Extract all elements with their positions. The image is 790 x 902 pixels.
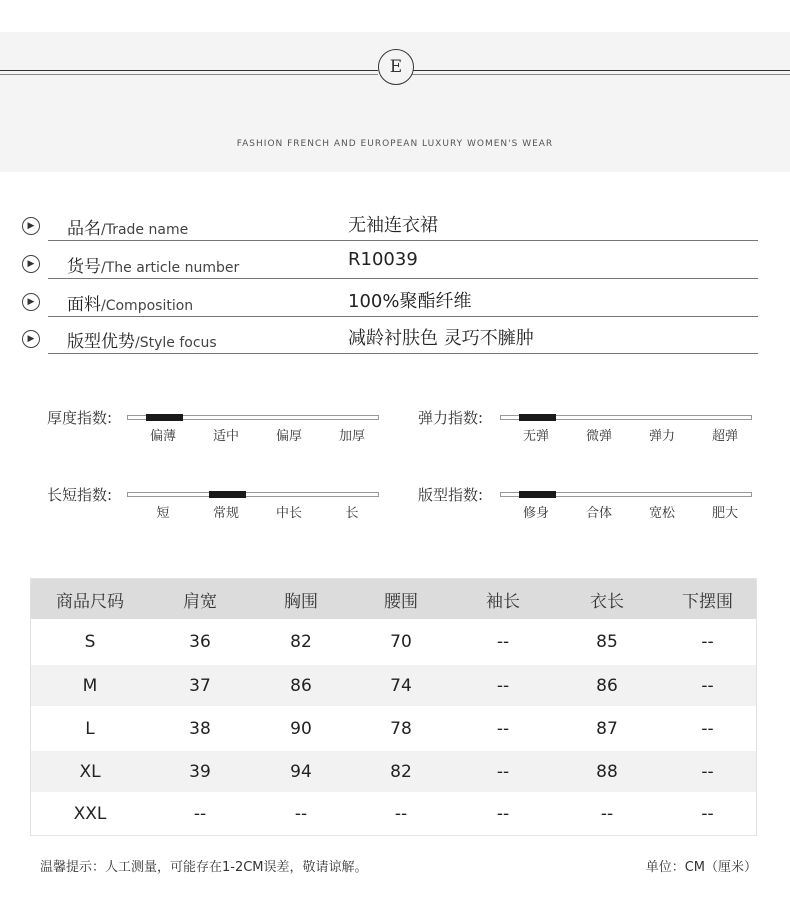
length-index-option: 长 xyxy=(345,506,359,521)
info-row-composition xyxy=(22,287,758,317)
elasticity-index-label: 弹力指数: xyxy=(418,409,484,427)
thickness-index-indicator xyxy=(146,414,183,421)
elasticity-index-option: 无弹 xyxy=(522,429,550,444)
header-rule-right-thin xyxy=(412,74,790,75)
elasticity-index-option: 超弹 xyxy=(711,429,739,444)
elasticity-index-indicator xyxy=(519,414,556,421)
elasticity-index-option: 弹力 xyxy=(648,429,676,444)
header-cell: 肩宽 xyxy=(183,591,217,612)
size-table xyxy=(30,578,757,836)
thickness-index-option: 偏薄 xyxy=(149,429,177,444)
thickness-index-label: 厚度指数: xyxy=(47,409,113,427)
length-index-label: 长短指数: xyxy=(47,486,113,504)
measurement-note: 温馨提示：人工测量，可能存在1-2CM误差，敬请谅解。 xyxy=(40,860,368,875)
table-header xyxy=(31,579,756,619)
length-index-bar xyxy=(127,492,379,497)
info-value: 100%聚酯纤维 xyxy=(348,291,472,312)
brand-tagline: FASHION FRENCH AND EUROPEAN LUXURY WOMEN'S WEAR xyxy=(236,139,554,149)
info-row-article-number xyxy=(22,249,758,279)
info-label: 货号/The article number xyxy=(67,257,240,277)
info-value: 无袖连衣裙 xyxy=(348,215,438,236)
header-cell: 袖长 xyxy=(486,591,520,612)
fit-index-option: 宽松 xyxy=(648,506,676,521)
unit-note: 单位：CM（厘米） xyxy=(645,860,757,875)
header-rule-left-thin xyxy=(0,74,378,75)
info-label: 品名/Trade name xyxy=(67,219,189,239)
header-rule-right xyxy=(412,70,790,71)
thickness-index-option: 加厚 xyxy=(338,429,366,444)
fit-index-label: 版型指数: xyxy=(418,486,484,504)
info-label: 面料/Composition xyxy=(67,295,194,315)
info-value: 减龄衬肤色 灵巧不臃肿 xyxy=(348,328,534,349)
length-index-option: 常规 xyxy=(212,506,240,521)
fit-index-option: 肥大 xyxy=(711,506,739,521)
fit-index-option: 合体 xyxy=(585,506,613,521)
table-row: M 37 86 74 -- 86 -- xyxy=(31,665,756,706)
header-cell: 下摆围 xyxy=(682,591,733,612)
header-cell: 衣长 xyxy=(590,591,624,612)
header-cell: 商品尺码 xyxy=(56,591,124,612)
table-row: XL 39 94 82 -- 88 -- xyxy=(31,751,756,792)
arrow-circle-icon: ▶ xyxy=(22,255,40,273)
info-value: R10039 xyxy=(348,249,418,270)
arrow-circle-icon: ▶ xyxy=(22,330,40,348)
info-row-trade-name xyxy=(22,211,758,241)
fit-index-indicator xyxy=(519,491,556,498)
elasticity-index-option: 微弹 xyxy=(585,429,613,444)
thickness-index-option: 偏厚 xyxy=(275,429,303,444)
length-index-option: 短 xyxy=(156,506,170,521)
length-index-indicator xyxy=(209,491,246,498)
header-rule-left xyxy=(0,70,378,71)
length-index-option: 中长 xyxy=(275,506,303,521)
table-row: XXL -- -- -- -- -- -- xyxy=(73,803,714,824)
table-row: L 38 90 78 -- 87 -- xyxy=(85,718,714,739)
arrow-circle-icon: ▶ xyxy=(22,217,40,235)
arrow-circle-icon: ▶ xyxy=(22,293,40,311)
info-label: 版型优势/Style focus xyxy=(67,332,217,352)
fit-index-option: 修身 xyxy=(522,506,550,521)
thickness-index-option: 适中 xyxy=(212,429,240,444)
info-row-style-focus xyxy=(22,324,758,354)
header-cell: 胸围 xyxy=(284,591,318,612)
header-cell: 腰围 xyxy=(384,591,418,612)
table-row: S 36 82 70 -- 85 -- xyxy=(84,632,714,652)
emblem-logo: E xyxy=(378,49,414,85)
